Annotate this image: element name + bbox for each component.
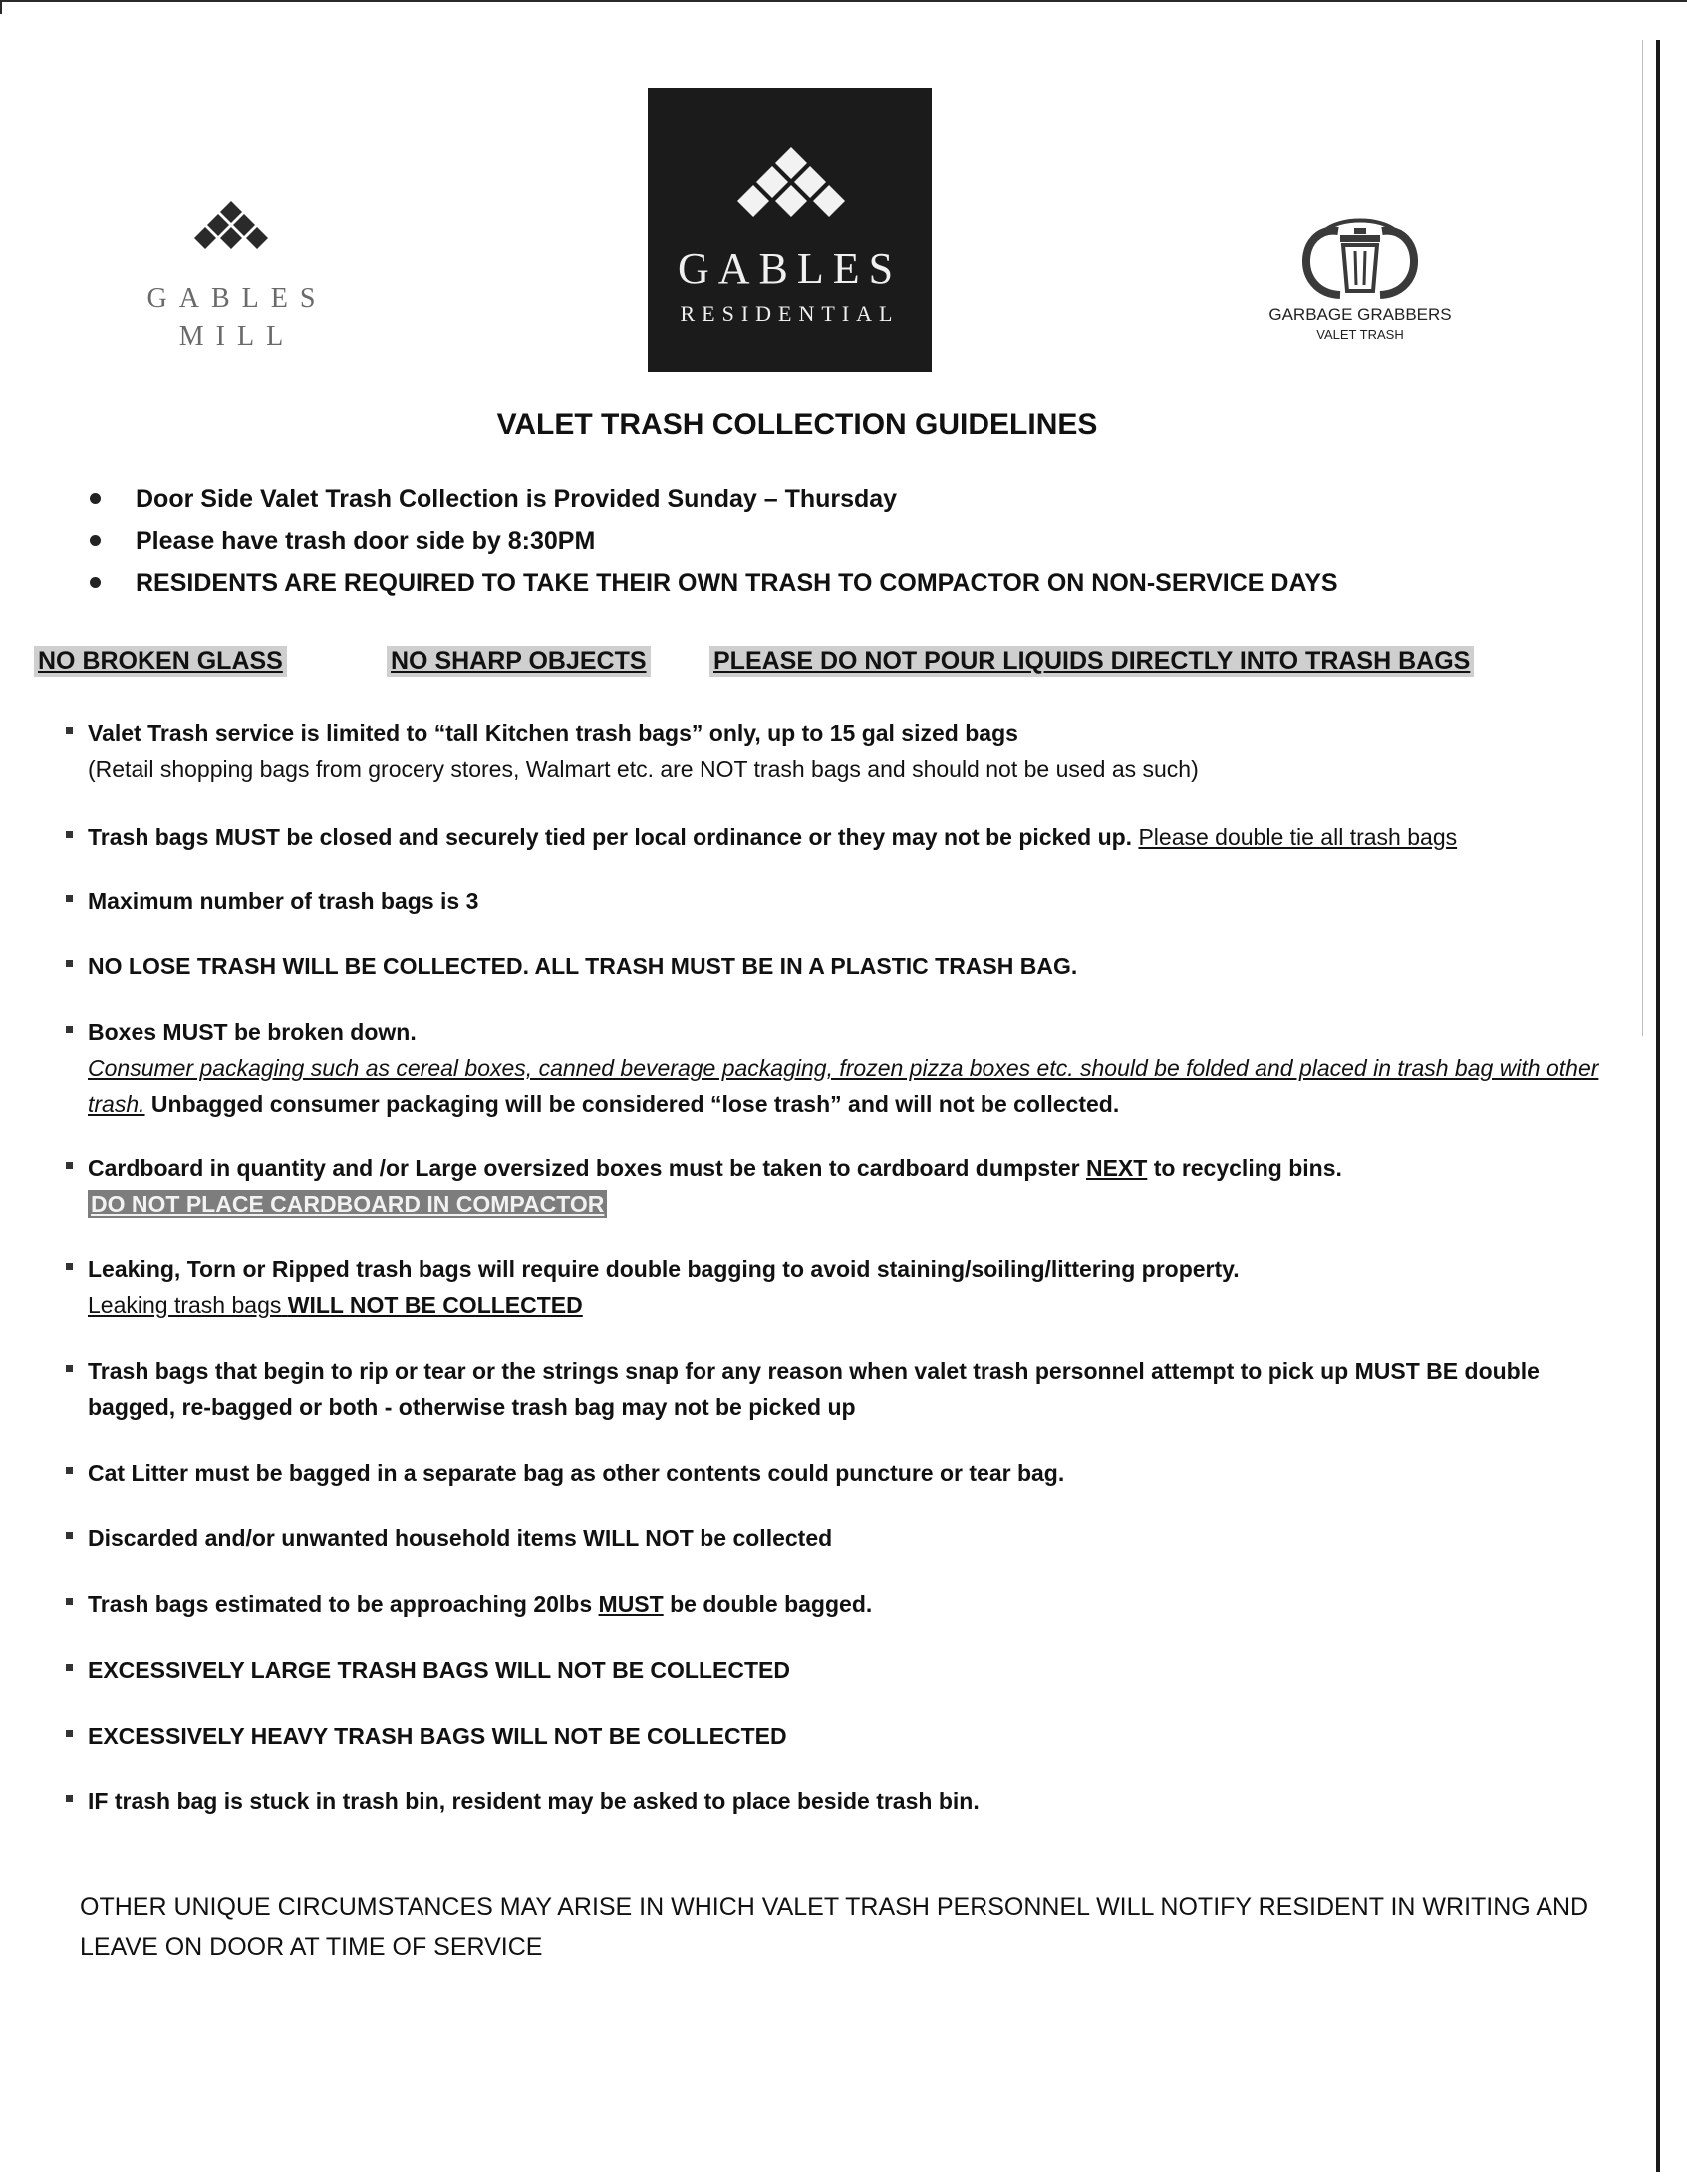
bullet-icon (66, 960, 73, 967)
logo-text-residential: RESIDENTIAL (680, 301, 900, 326)
cardboard-banner: DO NOT PLACE CARDBOARD IN COMPACTOR (88, 1190, 607, 1218)
bullet-icon (66, 1026, 73, 1033)
rule-after: be double bagged. (670, 1591, 873, 1617)
bullet-icon (90, 577, 101, 588)
rule-text: EXCESSIVELY HEAVY TRASH BAGS WILL NOT BE COLLECTED (88, 1723, 787, 1749)
rule-text: Maximum number of trash bags is 3 (88, 888, 479, 914)
rule-text: Cat Litter must be bagged in a separate bag as other contents could puncture or tear bag. (88, 1460, 1065, 1486)
rule-text-line (88, 1586, 1612, 1622)
logo-text-gables: GABLES (677, 244, 903, 293)
service-schedule-list (86, 478, 1338, 604)
rule-text: EXCESSIVELY LARGE TRASH BAGS WILL NOT BE COLLECTED (88, 1657, 790, 1683)
logo-text-mill: MILL (178, 321, 296, 352)
rule-sub (88, 1292, 583, 1318)
rule-sub-b: WILL NOT BE COLLECTED (287, 1292, 583, 1318)
trash-can-icon (1280, 215, 1440, 305)
rule-text: Trash bags MUST be closed and securely tied per local ordinance or they may not be picked up. (88, 824, 1133, 850)
rule-emphasis: MUST (598, 1591, 664, 1617)
bullet-icon (66, 1664, 73, 1671)
logo-text-gables: GABLES (146, 283, 328, 314)
rule-after: to recycling bins. (1153, 1155, 1342, 1181)
bullet-icon (90, 535, 101, 546)
rule-text: IF trash bag is stuck in trash bin, resident may be asked to place beside trash bin. (88, 1788, 980, 1814)
list-item-text: Door Side Valet Trash Collection is Provided Sunday – Thursday (136, 485, 898, 513)
page-title: VALET TRASH COLLECTION GUIDELINES (496, 409, 1098, 441)
rule-text: Valet Trash service is limited to “tall Kitchen trash bags” only, up to 15 gal sized bags (88, 720, 1018, 746)
garbage-grabbers-logo (1236, 209, 1485, 349)
rule-note: (Retail shopping bags from grocery stores, Walmart etc. are NOT trash bags and should not be used as such) (88, 756, 1199, 782)
diamond-cluster-icon (181, 199, 281, 271)
rule-text: Trash bags estimated to be approaching 20lbs (88, 1591, 593, 1617)
rule-emphasis: Please double tie all trash bags (1138, 824, 1458, 850)
bullet-icon (66, 1263, 73, 1270)
rule-text: Trash bags that begin to rip or tear or the strings snap for any reason when valet trash personnel attempt to pick up MUST BE double bagged, re-bagged or both - otherwise trash bag may not be picked up (88, 1358, 1540, 1420)
scan-edge-faint (1642, 40, 1643, 1036)
list-item (86, 520, 1338, 562)
warning-no-broken-glass: NO BROKEN GLASS (34, 646, 287, 677)
rule-text: Cardboard in quantity and /or Large oversized boxes must be taken to cardboard dumpster (88, 1155, 1080, 1181)
gables-mill-logo (138, 199, 337, 359)
rule-sub-a: Leaking trash bags (88, 1292, 282, 1318)
warning-no-sharp-objects: NO SHARP OBJECTS (387, 646, 651, 677)
list-item (86, 478, 1338, 520)
list-item-text: RESIDENTS ARE REQUIRED TO TAKE THEIR OWN TRASH TO COMPACTOR ON NON-SERVICE DAYS (136, 569, 1338, 597)
bullet-icon (66, 1365, 73, 1372)
bullet-icon (66, 831, 73, 838)
gables-residential-logo (648, 88, 932, 372)
warning-no-liquids: PLEASE DO NOT POUR LIQUIDS DIRECTLY INTO TRASH BAGS (709, 646, 1474, 677)
rule-after: Unbagged consumer packaging will be considered “lose trash” and will not be collected. (150, 1091, 1120, 1117)
diamond-cluster-icon (711, 145, 871, 235)
rule-text: NO LOSE TRASH WILL BE COLLECTED. ALL TRASH MUST BE IN A PLASTIC TRASH BAG. (88, 954, 1078, 979)
bullet-icon (66, 895, 73, 902)
footer-notice: OTHER UNIQUE CIRCUMSTANCES MAY ARISE IN WHICH VALET TRASH PERSONNEL WILL NOTIFY RESIDENT IN WRITING AND LEAVE ON DOOR AT TIME OF SERVICE (80, 1893, 1589, 1961)
rule-emphasis: NEXT (1085, 1155, 1148, 1181)
rule-text: Leaking, Torn or Ripped trash bags will require double bagging to avoid staining/soiling/littering property. (88, 1256, 1240, 1282)
rule-text-block (88, 1150, 1612, 1222)
rule-text-block (88, 1251, 1612, 1323)
bullet-icon (66, 1598, 73, 1605)
bullet-icon (66, 1730, 73, 1737)
bullet-icon (66, 1467, 73, 1474)
bullet-icon (66, 727, 73, 734)
scan-edge-left (0, 0, 2, 14)
rule-text-block (88, 1014, 1612, 1122)
list-item (86, 562, 1338, 604)
bullet-icon (66, 1162, 73, 1169)
bullet-icon (66, 1795, 73, 1802)
logo-text-garbage-grabbers: GARBAGE GRABBERS (1268, 305, 1452, 324)
bullet-icon (90, 493, 101, 504)
logo-text-valet-trash: VALET TRASH (1316, 327, 1404, 342)
rule-text: Discarded and/or unwanted household items WILL NOT be collected (88, 1525, 833, 1551)
rule-text-line (88, 819, 1612, 855)
rule-text: Boxes MUST be broken down. (88, 1019, 417, 1045)
scan-edge-top (0, 0, 1687, 2)
rule-italic: Consumer packaging such as cereal boxes, canned beverage packaging, frozen pizza boxes etc. should be folded and placed in trash bag with other trash. (88, 1055, 1599, 1117)
bullet-icon (66, 1532, 73, 1539)
scan-edge-right (1656, 40, 1660, 2172)
list-item-text: Please have trash door side by 8:30PM (136, 527, 596, 555)
